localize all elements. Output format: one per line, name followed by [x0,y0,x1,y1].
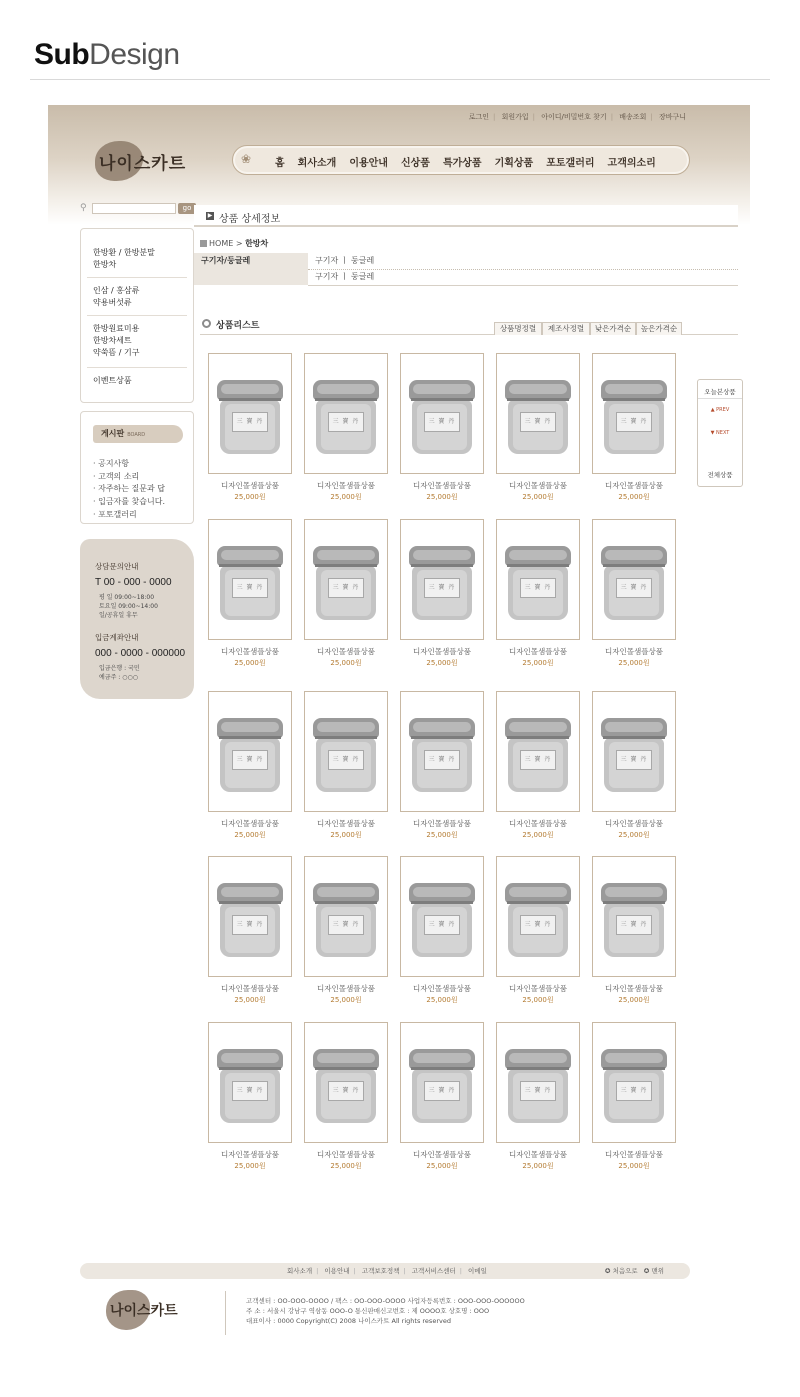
util-link-cart[interactable]: 장바구니 [658,113,686,121]
breadcrumb-current: 한방차 [245,239,269,248]
product-price: 25,000원 [330,996,362,1004]
jar-image [409,380,475,456]
jar-label: 三 寶 丹 [232,750,268,770]
utility-links: 로그인 | 회원가입 | 아이디/비밀번호 찾기 | 배송조회 | 장바구니 [468,113,686,121]
category-divider [87,277,187,278]
product-image[interactable] [496,519,580,640]
subcategory-label-blank [194,269,308,285]
footer-link[interactable]: 회사소개 [287,1267,313,1275]
global-nav [232,145,690,175]
product-card[interactable] [400,519,484,665]
board-item[interactable]: · 포토갤러리 [93,509,137,519]
product-name[interactable]: 디자인몰샘플상품 [221,1150,279,1159]
product-name[interactable]: 디자인몰샘플상품 [509,819,567,828]
jar-label: 三 寶 丹 [328,1081,364,1101]
product-price: 25,000원 [330,493,362,501]
product-name[interactable]: 디자인몰샘플상품 [509,984,567,993]
all-products-link[interactable]: 전체상품 [707,471,733,479]
jar-image [601,380,667,456]
product-price: 25,000원 [426,493,458,501]
footer-logo [106,1290,216,1330]
product-price: 25,000원 [522,831,554,839]
arrow-right-icon: ▶ [207,212,213,219]
product-image[interactable] [400,519,484,640]
account-title: 입금계좌안내 [95,633,139,642]
product-name[interactable]: 디자인몰샘플상품 [509,481,567,490]
jar-label: 三 寶 丹 [520,412,556,432]
jar-image [505,380,571,456]
jar-image [601,546,667,622]
heading-divider [30,79,770,80]
product-name[interactable]: 디자인몰샘플상품 [317,647,375,656]
product-price: 25,000원 [426,1162,458,1170]
product-price: 25,000원 [426,831,458,839]
product-card[interactable] [208,856,292,1002]
product-card[interactable] [496,691,580,837]
nav-voice[interactable]: 고객의소리 [607,157,656,169]
product-image[interactable] [592,1022,676,1143]
nav-new[interactable]: 신상품 [400,157,430,169]
nav-gallery[interactable]: 포토갤러리 [546,157,595,169]
nav-guide[interactable]: 이용안내 [349,157,388,169]
product-image[interactable] [592,519,676,640]
logo-text: 나이스카트 [99,154,187,174]
product-card[interactable] [208,691,292,837]
subcategory-table [194,253,738,287]
product-image[interactable] [400,1022,484,1143]
product-image[interactable] [304,691,388,812]
page-heading-bold: Sub [34,38,90,71]
jar-image [601,718,667,794]
breadcrumb: HOME > 한방차 [200,238,268,249]
product-name[interactable]: 디자인몰샘플상품 [221,819,279,828]
product-list-title: 상품리스트 [216,321,260,331]
product-card[interactable] [208,353,292,499]
product-image[interactable] [400,691,484,812]
product-image[interactable] [496,856,580,977]
jar-image [217,1049,283,1125]
product-name[interactable]: 디자인몰샘플상품 [221,984,279,993]
cs-phone: T 00 - 000 - 0000 [95,577,172,588]
product-name[interactable]: 디자인몰샘플상품 [317,819,375,828]
footer-link[interactable]: 이용안내 [324,1267,350,1275]
product-name[interactable]: 디자인몰샘플상품 [605,819,663,828]
product-name[interactable]: 디자인몰샘플상품 [605,1150,663,1159]
site-mockup [48,105,750,1350]
product-card[interactable] [592,1022,676,1168]
jar-image [505,883,571,959]
nav-special[interactable]: 특가상품 [442,157,482,169]
category-item[interactable]: 약쑥뜸 / 기구 [93,348,140,357]
footer-link[interactable]: 고객보호정책 [361,1267,400,1275]
product-card[interactable] [592,856,676,1002]
product-price: 25,000원 [522,996,554,1004]
product-name[interactable]: 디자인몰샘플상품 [605,481,663,490]
product-card[interactable] [592,519,676,665]
product-name[interactable]: 디자인몰샘플상품 [413,1150,471,1159]
sort-by-price-high[interactable]: 높은가격순 [636,322,682,335]
category-group-4 [93,375,132,387]
jar-image [409,1049,475,1125]
cs-hours-holiday: 일/공휴일 휴무 [99,612,138,619]
product-card[interactable] [496,519,580,665]
product-card[interactable] [304,856,388,1002]
product-card[interactable] [496,353,580,499]
util-link-join[interactable]: 회원가입 [501,113,529,121]
jar-image [409,883,475,959]
prev-button[interactable]: ▲ PREV [710,407,730,413]
board-list [93,458,165,522]
account-bank: 입금은행 : 국민 [99,665,140,672]
product-price: 25,000원 [522,1162,554,1170]
cs-hours-saturday: 토요일 09:00~14:00 [99,603,158,610]
jar-image [313,1049,379,1125]
next-button[interactable]: ▼ NEXT [710,430,730,436]
search-icon: ⚲ [80,203,87,213]
board-item[interactable]: · 고객의 소리 [93,471,140,481]
product-image[interactable] [496,1022,580,1143]
cs-hours-weekday: 평 일 09:00~18:00 [99,594,155,601]
go-first-link[interactable]: 처음으로 [612,1267,638,1275]
nav-home[interactable]: 홈 [275,157,285,169]
jar-label: 三 寶 丹 [424,915,460,935]
jar-label: 三 寶 丹 [424,1081,460,1101]
product-price: 25,000원 [330,1162,362,1170]
product-image[interactable] [304,353,388,474]
product-image[interactable] [304,1022,388,1143]
product-card[interactable] [400,856,484,1002]
jar-image [313,883,379,959]
product-price: 25,000원 [234,831,266,839]
site-logo[interactable] [95,141,203,181]
product-price: 25,000원 [522,659,554,667]
breadcrumb-home[interactable]: HOME [209,239,234,248]
product-image[interactable] [208,856,292,977]
product-card[interactable] [304,519,388,665]
product-price: 25,000원 [618,996,650,1004]
jar-label: 三 寶 丹 [328,412,364,432]
jar-image [505,718,571,794]
product-price: 25,000원 [234,1162,266,1170]
footer-info-line: 고객센터 : OO-OOO-OOOO / 팩스 : OO-OOO-OOOO 사업자등록번호 : OOO-OOO-OOOOOO [246,1297,525,1305]
util-link-find-id[interactable]: 아이디/비밀번호 찾기 [541,113,607,121]
jar-label: 三 寶 丹 [232,412,268,432]
category-item[interactable]: 이벤트상품 [93,376,132,385]
jar-label: 三 寶 丹 [232,1081,268,1101]
product-card[interactable] [400,1022,484,1168]
account-number: 000 - 0000 - 000000 [95,648,186,659]
page-heading-light: Design [89,38,180,71]
footer-link[interactable]: 이메일 [468,1267,487,1275]
product-name[interactable]: 디자인몰샘플상품 [605,984,663,993]
board-menu [80,411,194,524]
jar-label: 三 寶 丹 [328,750,364,770]
footer-link-bar [80,1263,690,1279]
product-price: 25,000원 [618,1162,650,1170]
product-price: 25,000원 [618,659,650,667]
category-divider [87,315,187,316]
product-name[interactable]: 디자인몰샘플상품 [413,984,471,993]
sort-by-price-low[interactable]: 낮은가격순 [590,322,636,335]
util-link-delivery[interactable]: 배송조회 [619,113,647,121]
category-menu [80,228,194,403]
jar-label: 三 寶 丹 [232,915,268,935]
category-item[interactable]: 한방환 / 한방분말 [93,248,155,257]
page-heading [34,38,180,72]
table-bottom-line [308,285,738,286]
recently-viewed [697,379,743,487]
recently-viewed-title: 오늘본상품 [698,387,742,399]
jar-label: 三 寶 丹 [616,1081,652,1101]
category-group-3 [93,323,139,359]
footer-divider [225,1291,226,1335]
jar-image [505,546,571,622]
jar-image [313,718,379,794]
jar-label: 三 寶 丹 [520,578,556,598]
product-price: 25,000원 [426,659,458,667]
jar-label: 三 寶 丹 [328,578,364,598]
search-button[interactable]: go [178,203,196,214]
jar-image [601,883,667,959]
board-item[interactable]: · 입금자를 찾습니다. [93,497,165,507]
product-card[interactable] [208,1022,292,1168]
product-price: 25,000원 [618,493,650,501]
search-input[interactable] [92,203,176,214]
jar-image [313,380,379,456]
footer-nav [605,1266,664,1275]
jar-label: 三 寶 丹 [328,915,364,935]
product-name[interactable]: 디자인몰샘플상품 [221,481,279,490]
product-image[interactable] [400,856,484,977]
footer-logo-text: 나이스카트 [110,1303,178,1319]
go-top-link[interactable]: 맨위 [651,1267,664,1275]
category-item[interactable]: 한방차 [93,260,117,269]
board-item[interactable]: · 공지사항 [93,459,129,468]
square-icon [200,240,207,247]
circle-bullet-icon [202,319,211,328]
board-header [93,425,183,443]
subcategory-links[interactable]: 구기자 ㅣ 둥글레 [315,272,375,281]
product-price: 25,000원 [234,659,266,667]
product-image[interactable] [208,353,292,474]
product-card[interactable] [304,691,388,837]
category-item[interactable]: 한방차세트 [93,336,132,345]
jar-image [313,546,379,622]
product-name[interactable]: 디자인몰샘플상품 [317,1150,375,1159]
product-price: 25,000원 [330,659,362,667]
product-image[interactable] [208,1022,292,1143]
subcategory-links[interactable]: 구기자 ㅣ 둥글레 [315,256,375,265]
product-name[interactable]: 디자인몰샘플상품 [605,647,663,656]
product-price: 25,000원 [522,493,554,501]
product-name[interactable]: 디자인몰샘플상품 [317,481,375,490]
product-image[interactable] [208,519,292,640]
product-card[interactable] [208,519,292,665]
product-card[interactable] [496,1022,580,1168]
product-image[interactable] [304,519,388,640]
jar-label: 三 寶 丹 [616,578,652,598]
jar-label: 三 寶 丹 [616,915,652,935]
subcategory-label: 구기자/둥글레 [194,253,308,269]
footer-info-line: 대표이사 : 0000 Copyright(C) 2008 나이스카트 All rights reserved [246,1317,451,1325]
jar-label: 三 寶 丹 [424,578,460,598]
board-item[interactable]: · 자주하는 질문과 답 [93,484,165,494]
jar-image [409,546,475,622]
account-holder: 예금주 : ○○○ [99,674,138,681]
category-group-2 [93,285,139,309]
circle-icon: ✪ [605,1267,611,1275]
product-image[interactable] [592,691,676,812]
product-card[interactable] [400,353,484,499]
product-name[interactable]: 디자인몰샘플상품 [221,647,279,656]
jar-image [217,883,283,959]
product-card[interactable] [304,353,388,499]
product-name[interactable]: 디자인몰샘플상품 [509,647,567,656]
leaf-icon: ❀ [241,152,252,166]
search-box [80,203,195,215]
content-title: 상품 상세정보 [219,214,281,225]
jar-label: 三 寶 丹 [232,578,268,598]
jar-label: 三 寶 丹 [520,750,556,770]
product-price: 25,000원 [330,831,362,839]
board-title: 게시판 BOARD [101,429,146,438]
jar-image [409,718,475,794]
category-group-1 [93,247,155,271]
footer-links: 회사소개 | 이용안내 | 고객보호정책 | 고객서비스센터 | 이메일 [287,1267,487,1275]
nav-about[interactable]: 회사소개 [297,157,337,169]
product-image[interactable] [304,856,388,977]
jar-image [217,718,283,794]
product-image[interactable] [592,856,676,977]
cs-title: 상담문의안내 [95,562,139,571]
product-image[interactable] [400,353,484,474]
product-price: 25,000원 [426,996,458,1004]
product-image[interactable] [496,691,580,812]
product-image[interactable] [496,353,580,474]
product-price: 25,000원 [618,831,650,839]
footer-link[interactable]: 고객서비스센터 [411,1267,456,1275]
sort-by-name[interactable]: 상품명정렬 [494,322,542,335]
category-item[interactable]: 한방원료미용 [93,324,140,333]
product-card[interactable] [592,353,676,499]
product-card[interactable] [304,1022,388,1168]
content-title-bar [194,205,738,227]
product-name[interactable]: 디자인몰샘플상품 [317,984,375,993]
jar-label: 三 寶 丹 [520,915,556,935]
product-name[interactable]: 디자인몰샘플상품 [413,481,471,490]
jar-label: 三 寶 丹 [616,750,652,770]
jar-label: 三 寶 丹 [520,1081,556,1101]
product-card[interactable] [400,691,484,837]
jar-image [505,1049,571,1125]
sort-by-maker[interactable]: 제조사정렬 [542,322,590,335]
product-list-header [200,317,738,335]
util-link-login[interactable]: 로그인 [468,113,489,121]
category-divider [87,367,187,368]
jar-label: 三 寶 丹 [424,412,460,432]
product-image[interactable] [208,691,292,812]
jar-image [217,546,283,622]
jar-label: 三 寶 丹 [424,750,460,770]
jar-label: 三 寶 丹 [616,412,652,432]
product-name[interactable]: 디자인몰샘플상품 [413,647,471,656]
jar-image [217,380,283,456]
product-card[interactable] [592,691,676,837]
product-name[interactable]: 디자인몰샘플상품 [413,819,471,828]
product-price: 25,000원 [234,996,266,1004]
category-item[interactable]: 약용버섯류 [93,298,132,307]
product-price: 25,000원 [234,493,266,501]
footer-info [246,1296,525,1326]
circle-icon: ✪ [643,1267,650,1275]
nav-planned[interactable]: 기획상품 [494,157,534,169]
category-item[interactable]: 인삼 / 홍삼류 [93,286,140,295]
product-card[interactable] [496,856,580,1002]
jar-image [601,1049,667,1125]
customer-service-panel [80,539,194,699]
product-image[interactable] [592,353,676,474]
footer-info-line: 주 소 : 서울시 강남구 역삼동 OOO-O 통신판매신고번호 : 제 OOOO호 상호명 : OOO [246,1307,490,1315]
product-name[interactable]: 디자인몰샘플상품 [509,1150,567,1159]
